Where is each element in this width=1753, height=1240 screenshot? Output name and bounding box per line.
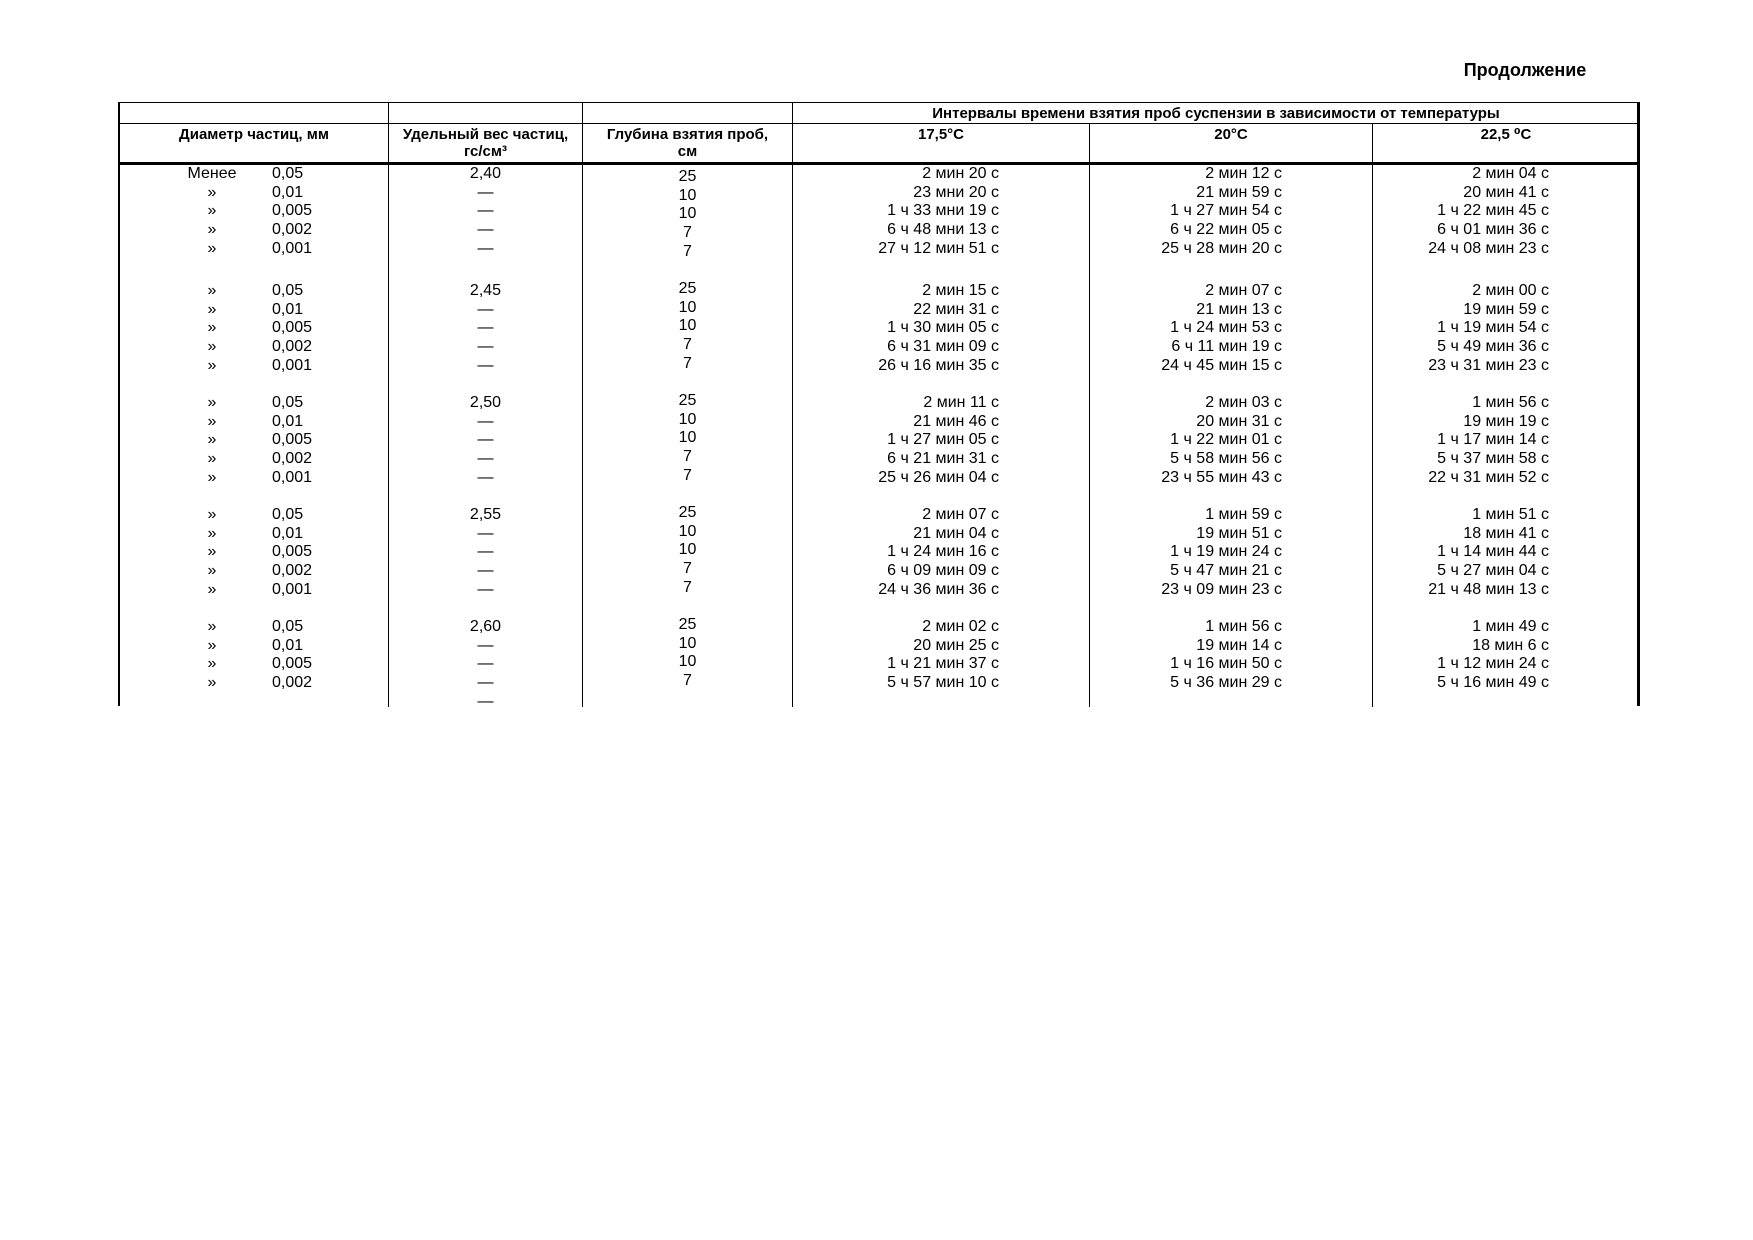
diameter-value: 0,001: [272, 356, 313, 374]
time-cell-22-5: 2 мин 00 с: [1472, 282, 1549, 299]
time-cell-20: 24 ч 45 мин 15 с: [1161, 356, 1282, 374]
group-header: Интервалы времени взятия проб суспензии в зависимости от температуры: [932, 105, 1500, 122]
time-cell-22-5: 22 ч 31 мин 52 с: [1428, 468, 1549, 486]
depth-cell: 25: [678, 168, 697, 185]
specific-weight-cell: —: [477, 239, 494, 257]
time-cell-22-5: 19 мин 59 с: [1463, 300, 1549, 318]
time-cell-20: 23 ч 09 мин 23 с: [1161, 580, 1282, 598]
row-block: [583, 389, 792, 501]
diameter-value: 0,001: [272, 580, 313, 598]
diameter-value: 0,002: [272, 674, 313, 692]
depth-cell: 10: [678, 317, 697, 335]
diameter-value: 0,005: [272, 319, 313, 337]
time-cell-22-5: 1 ч 12 мин 24 с: [1437, 655, 1549, 673]
depth-cell: 25: [678, 616, 697, 633]
depth-cell: 7: [683, 448, 692, 466]
row-block: [1090, 389, 1372, 501]
specific-weight-cell: —: [477, 319, 494, 337]
header-depth-line2: см: [677, 143, 698, 160]
time-cell-17-5: 5 ч 57 мин 10 с: [887, 674, 999, 692]
row-block: [1373, 165, 1639, 277]
row-block: [793, 277, 1089, 389]
specific-weight-cell: —: [477, 674, 494, 692]
row-block: [1090, 277, 1372, 389]
time-cell-20: 1 ч 22 мин 01 с: [1170, 431, 1282, 449]
row-block: [583, 277, 792, 389]
diameter-row: [120, 357, 388, 376]
time-cell-17-5: 6 ч 09 мин 09 с: [887, 562, 999, 580]
diameter-row: [120, 618, 388, 637]
time-cell-22-5: 1 мин 51 с: [1472, 506, 1549, 523]
row-block: [793, 165, 1089, 277]
diameter-value: 0,001: [272, 239, 313, 257]
depth-cell: 25: [678, 280, 697, 297]
diameter-row: [120, 469, 388, 488]
time-cell-22-5: 5 ч 49 мин 36 с: [1437, 338, 1549, 356]
time-cell-22-5: 6 ч 01 мин 36 с: [1437, 221, 1549, 239]
depth-cell: 7: [683, 336, 692, 354]
diameter-prefix: »: [207, 562, 217, 580]
diameter-row: [120, 431, 388, 450]
depth-cell: 7: [683, 578, 692, 596]
diameter-value: 0,05: [272, 165, 304, 182]
time-cell-17-5: 2 мин 11 с: [923, 394, 999, 411]
specific-weight-cell: 2,50: [469, 394, 502, 411]
diameter-prefix: »: [207, 338, 217, 356]
row-block: [1373, 613, 1639, 725]
time-cell-17-5: 25 ч 26 мин 04 с: [878, 468, 999, 486]
specific-weight-cell: 2,45: [469, 282, 502, 299]
diameter-prefix: »: [207, 239, 217, 257]
time-cell-17-5: 6 ч 31 мин 09 с: [887, 338, 999, 356]
diameter-value: 0,05: [272, 282, 304, 299]
time-cell-22-5: 18 мин 41 с: [1463, 524, 1549, 542]
specific-weight-cell: —: [477, 221, 494, 239]
diameter-prefix: »: [207, 655, 217, 673]
time-cell-20: 2 мин 12 с: [1205, 165, 1282, 182]
row-block: [1090, 165, 1372, 277]
time-cell-22-5: 18 мин 6 с: [1472, 636, 1549, 654]
depth-cell: 10: [678, 653, 697, 671]
specific-weight-cell: —: [477, 183, 494, 201]
column-temp-17-5: [793, 165, 1089, 725]
diameter-value: 0,05: [272, 506, 304, 523]
time-cell-20: 1 мин 56 с: [1205, 618, 1282, 635]
time-cell-20: 6 ч 11 мин 19 с: [1171, 338, 1282, 356]
specific-weight-cell: —: [477, 562, 494, 580]
specific-weight-cell: —: [477, 524, 494, 542]
row-block: [120, 165, 388, 277]
time-cell-17-5: 1 ч 30 мин 05 с: [887, 319, 999, 337]
row-block: [583, 613, 792, 725]
diameter-prefix: »: [207, 300, 217, 318]
time-cell-17-5: 21 мин 46 с: [913, 412, 999, 430]
row-block: [1373, 277, 1639, 389]
time-cell-20: 19 мин 14 с: [1196, 636, 1282, 654]
row-block: [793, 389, 1089, 501]
time-cell-20: 23 ч 55 мин 43 с: [1161, 468, 1282, 486]
specific-weight-cell: 2,55: [469, 506, 502, 523]
time-cell-22-5: 1 ч 19 мин 54 с: [1437, 319, 1549, 337]
row-block: [583, 501, 792, 613]
diameter-row: [120, 165, 388, 184]
row-block: [120, 277, 388, 389]
header-diameter: Диаметр частиц, мм: [179, 126, 329, 143]
diameter-prefix: »: [207, 356, 217, 374]
time-cell-20: 1 ч 19 мин 24 с: [1170, 543, 1282, 561]
header-specific-weight: [389, 126, 582, 160]
time-cell-17-5: 26 ч 16 мин 35 с: [878, 356, 999, 374]
time-cell-22-5: 1 ч 14 мин 44 с: [1437, 543, 1549, 561]
time-cell-17-5: 6 ч 48 мни 13 с: [887, 221, 999, 239]
time-cell-17-5: 1 ч 33 мни 19 с: [887, 202, 999, 220]
diameter-prefix: »: [207, 431, 217, 449]
time-cell-17-5: 27 ч 12 мин 51 с: [878, 239, 999, 257]
row-block: [793, 613, 1089, 725]
time-cell-17-5: 1 ч 27 мин 05 с: [887, 431, 999, 449]
diameter-prefix: »: [207, 412, 217, 430]
time-cell-17-5: 23 мни 20 с: [913, 183, 999, 201]
time-cell-20: 21 мин 59 с: [1196, 183, 1282, 201]
diameter-row: [120, 319, 388, 338]
depth-cell: 10: [678, 205, 697, 223]
time-cell-20: 5 ч 36 мин 29 с: [1170, 674, 1282, 692]
row-block: [389, 277, 582, 389]
continuation-label: Продолжение: [1463, 60, 1587, 80]
column-temp-22-5: [1373, 165, 1639, 725]
diameter-prefix: »: [207, 450, 217, 468]
time-cell-20: 20 мин 31 с: [1196, 412, 1282, 430]
diameter-value: 0,005: [272, 543, 313, 561]
time-cell-22-5: 1 мин 56 с: [1472, 394, 1549, 411]
time-cell-17-5: 1 ч 24 мин 16 с: [887, 543, 999, 561]
diameter-prefix: »: [207, 674, 217, 692]
specific-weight-cell: —: [477, 580, 494, 598]
depth-cell: 10: [678, 541, 697, 559]
column-temp-20: [1090, 165, 1372, 725]
diameter-row: [120, 282, 388, 301]
diameter-row: [120, 184, 388, 203]
depth-cell: 25: [678, 392, 697, 409]
specific-weight-cell: —: [477, 468, 494, 486]
depth-cell: 10: [678, 522, 697, 540]
diameter-value: 0,002: [272, 338, 313, 356]
specific-weight-cell: —: [477, 356, 494, 374]
header-temp-20: 20°С: [1214, 126, 1248, 143]
header-depth-line1: Глубина взятия проб,: [606, 126, 769, 143]
time-cell-22-5: 19 мин 19 с: [1463, 412, 1549, 430]
column-specific-weight: [389, 165, 582, 725]
diameter-row: [120, 221, 388, 240]
time-cell-22-5: 2 мин 04 с: [1472, 165, 1549, 182]
row-block: [1373, 389, 1639, 501]
specific-weight-cell: —: [477, 692, 494, 710]
time-cell-17-5: 2 мин 02 с: [922, 618, 999, 635]
specific-weight-cell: 2,60: [469, 618, 502, 635]
diameter-prefix: »: [207, 580, 217, 598]
specific-weight-cell: —: [477, 655, 494, 673]
diameter-prefix: »: [207, 202, 217, 220]
time-cell-22-5: 23 ч 31 мин 23 с: [1428, 356, 1549, 374]
diameter-row: [120, 338, 388, 357]
depth-cell: 7: [683, 672, 692, 690]
diameter-value: 0,002: [272, 562, 313, 580]
diameter-prefix: »: [207, 282, 217, 299]
diameter-row: [120, 525, 388, 544]
diameter-row: [120, 581, 388, 600]
diameter-prefix: Менее: [187, 165, 237, 182]
time-cell-17-5: 2 мин 15 с: [922, 282, 999, 299]
time-cell-22-5: 21 ч 48 мин 13 с: [1428, 580, 1549, 598]
depth-cell: 25: [678, 504, 697, 521]
depth-cell: 7: [683, 242, 692, 260]
row-block: [1090, 613, 1372, 725]
depth-cell: 10: [678, 429, 697, 447]
row-block: [389, 613, 582, 725]
time-cell-22-5: 5 ч 16 мин 49 с: [1437, 674, 1549, 692]
time-cell-20: 5 ч 58 мин 56 с: [1170, 450, 1282, 468]
time-cell-17-5: 21 мин 04 с: [913, 524, 999, 542]
specific-weight-cell: —: [477, 412, 494, 430]
diameter-prefix: »: [207, 618, 217, 635]
column-diameter: [120, 165, 388, 725]
time-cell-22-5: 1 ч 17 мин 14 с: [1437, 431, 1549, 449]
diameter-prefix: »: [207, 524, 217, 542]
row-block: [120, 389, 388, 501]
specific-weight-cell: 2,40: [469, 165, 502, 182]
time-cell-20: 21 мин 13 с: [1196, 300, 1282, 318]
time-cell-22-5: 20 мин 41 с: [1463, 183, 1549, 201]
row-block: [389, 165, 582, 277]
diameter-prefix: »: [207, 506, 217, 523]
header-specific-weight-line1: Удельный вес частиц,: [402, 126, 569, 143]
diameter-row: [120, 202, 388, 221]
time-cell-22-5: 1 ч 22 мин 45 с: [1437, 202, 1549, 220]
time-cell-20: 2 мин 03 с: [1205, 394, 1282, 411]
time-cell-20: 25 ч 28 мин 20 с: [1161, 239, 1282, 257]
diameter-value: 0,001: [272, 468, 313, 486]
diameter-row: [120, 674, 388, 693]
time-cell-20: 5 ч 47 мин 21 с: [1170, 562, 1282, 580]
specific-weight-cell: —: [477, 202, 494, 220]
depth-cell: 7: [683, 466, 692, 484]
header-temp-22-5: 22,5 ⁰С: [1480, 126, 1532, 143]
time-cell-20: 1 ч 24 мин 53 с: [1170, 319, 1282, 337]
depth-cell: 10: [678, 634, 697, 652]
row-block: [1090, 501, 1372, 613]
time-cell-22-5: 5 ч 37 мин 58 с: [1437, 450, 1549, 468]
row-block: [793, 501, 1089, 613]
time-cell-20: 6 ч 22 мин 05 с: [1170, 221, 1282, 239]
diameter-value: 0,05: [272, 394, 304, 411]
specific-weight-cell: —: [477, 431, 494, 449]
row-block: [1373, 501, 1639, 613]
specific-weight-cell: —: [477, 636, 494, 654]
time-cell-17-5: 2 мин 20 с: [922, 165, 999, 182]
time-cell-20: 2 мин 07 с: [1205, 282, 1282, 299]
depth-cell: 7: [683, 224, 692, 242]
diameter-row: [120, 637, 388, 656]
diameter-row: [120, 240, 388, 259]
diameter-value: 0,002: [272, 450, 313, 468]
row-block: [120, 613, 388, 725]
diameter-prefix: »: [207, 543, 217, 561]
row-block: [389, 501, 582, 613]
diameter-row: [120, 543, 388, 562]
diameter-prefix: »: [207, 319, 217, 337]
time-cell-22-5: 5 ч 27 мин 04 с: [1437, 562, 1549, 580]
diameter-row: [120, 394, 388, 413]
diameter-prefix: »: [207, 468, 217, 486]
diameter-value: 0,005: [272, 431, 313, 449]
time-cell-17-5: 6 ч 21 мин 31 с: [887, 450, 999, 468]
depth-cell: 7: [683, 560, 692, 578]
time-cell-20: 19 мин 51 с: [1196, 524, 1282, 542]
diameter-value: 0,05: [272, 618, 304, 635]
specific-weight-cell: —: [477, 543, 494, 561]
diameter-value: 0,01: [272, 412, 304, 430]
time-cell-17-5: 22 мин 31 с: [913, 300, 999, 318]
diameter-row: [120, 506, 388, 525]
time-cell-17-5: 24 ч 36 мин 36 с: [878, 580, 999, 598]
diameter-row: [120, 562, 388, 581]
diameter-row: [120, 655, 388, 674]
time-cell-20: 1 ч 27 мин 54 с: [1170, 202, 1282, 220]
diameter-value: 0,01: [272, 183, 304, 201]
diameter-value: 0,002: [272, 221, 313, 239]
diameter-value: 0,01: [272, 300, 304, 318]
row-block: [583, 165, 792, 277]
header-temp-17-5: 17,5°С: [917, 126, 965, 143]
depth-cell: 10: [678, 410, 697, 428]
header-specific-weight-line2: гс/см³: [464, 143, 507, 160]
sedimentation-table: [118, 102, 1640, 710]
diameter-value: 0,01: [272, 524, 304, 542]
time-cell-20: 1 мин 59 с: [1205, 506, 1282, 523]
diameter-value: 0,005: [272, 655, 313, 673]
diameter-prefix: »: [207, 221, 217, 239]
depth-cell: 10: [678, 186, 697, 204]
specific-weight-cell: —: [477, 450, 494, 468]
diameter-prefix: »: [207, 183, 217, 201]
time-cell-17-5: 2 мин 07 с: [922, 506, 999, 523]
time-cell-20: 1 ч 16 мин 50 с: [1170, 655, 1282, 673]
time-cell-17-5: 1 ч 21 мин 37 с: [887, 655, 999, 673]
diameter-value: 0,005: [272, 202, 313, 220]
diameter-row: [120, 450, 388, 469]
diameter-prefix: »: [207, 636, 217, 654]
row-block: [120, 501, 388, 613]
row-block: [389, 389, 582, 501]
depth-cell: 7: [683, 354, 692, 372]
diameter-row: [120, 301, 388, 320]
specific-weight-cell: —: [477, 338, 494, 356]
specific-weight-cell: —: [477, 300, 494, 318]
time-cell-22-5: 24 ч 08 мин 23 с: [1428, 239, 1549, 257]
column-depth: [583, 165, 792, 725]
depth-cell: 10: [678, 298, 697, 316]
diameter-prefix: »: [207, 394, 217, 411]
header-depth: [583, 126, 792, 160]
diameter-row: [120, 413, 388, 432]
time-cell-22-5: 1 мин 49 с: [1472, 618, 1549, 635]
time-cell-17-5: 20 мин 25 с: [913, 636, 999, 654]
diameter-value: 0,01: [272, 636, 304, 654]
